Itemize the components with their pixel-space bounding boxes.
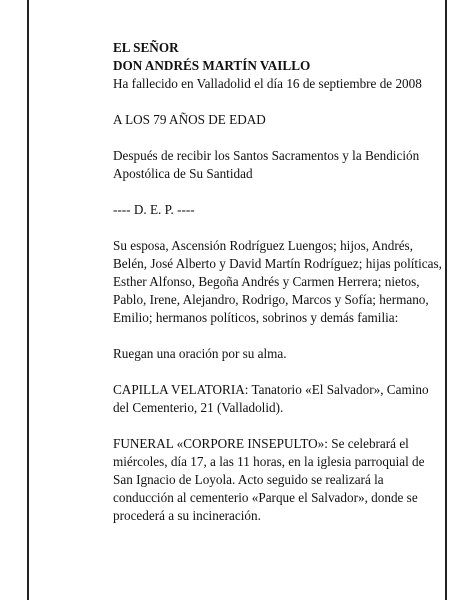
chapel-paragraph: CAPILLA VELATORIA: Tanatorio «El Salvador», Camino del Cementerio, 21 (Valladolid). [113, 382, 429, 415]
death-notice: Ha fallecido en Valladolid el día 16 de septiembre de 2008 [113, 76, 422, 91]
right-border-line [445, 0, 447, 600]
funeral-paragraph: FUNERAL «CORPORE INSEPULTO»: Se celebrará el miércoles, día 17, a las 11 horas, en la iglesia parroquial de San Ignacio de Loyola. Acto seguido se realizará la conducción al cementerio «Parque el Salvador», donde se procederá a su incineración. [113, 436, 425, 523]
deceased-name: DON ANDRÉS MARTÍN VAILLO [113, 58, 311, 73]
honorific: EL SEÑOR [113, 40, 179, 55]
obituary-notice [113, 39, 443, 543]
age-line: A LOS 79 AÑOS DE EDAD [113, 112, 266, 127]
family-paragraph: Su esposa, Ascensión Rodríguez Luengos; hijos, Andrés, Belén, José Alberto y David Martín Rodríguez; hijas políticas, Esther Alfonso, Begoña Andrés y Carmen Herrera; nietos, Pablo, Irene, Alejandro, Rodrigo, Marcos y Sofía; hermano, Emilio; hermanos políticos, sobrinos y demás familia: [113, 238, 442, 325]
left-border-line [27, 0, 29, 600]
header-block [113, 39, 443, 93]
prayer-line: Ruegan una oración por su alma. [113, 346, 287, 361]
rip-line: ---- D. E. P. ---- [113, 202, 195, 217]
sacraments-paragraph: Después de recibir los Santos Sacramentos y la Bendición Apostólica de Su Santidad [113, 148, 420, 181]
